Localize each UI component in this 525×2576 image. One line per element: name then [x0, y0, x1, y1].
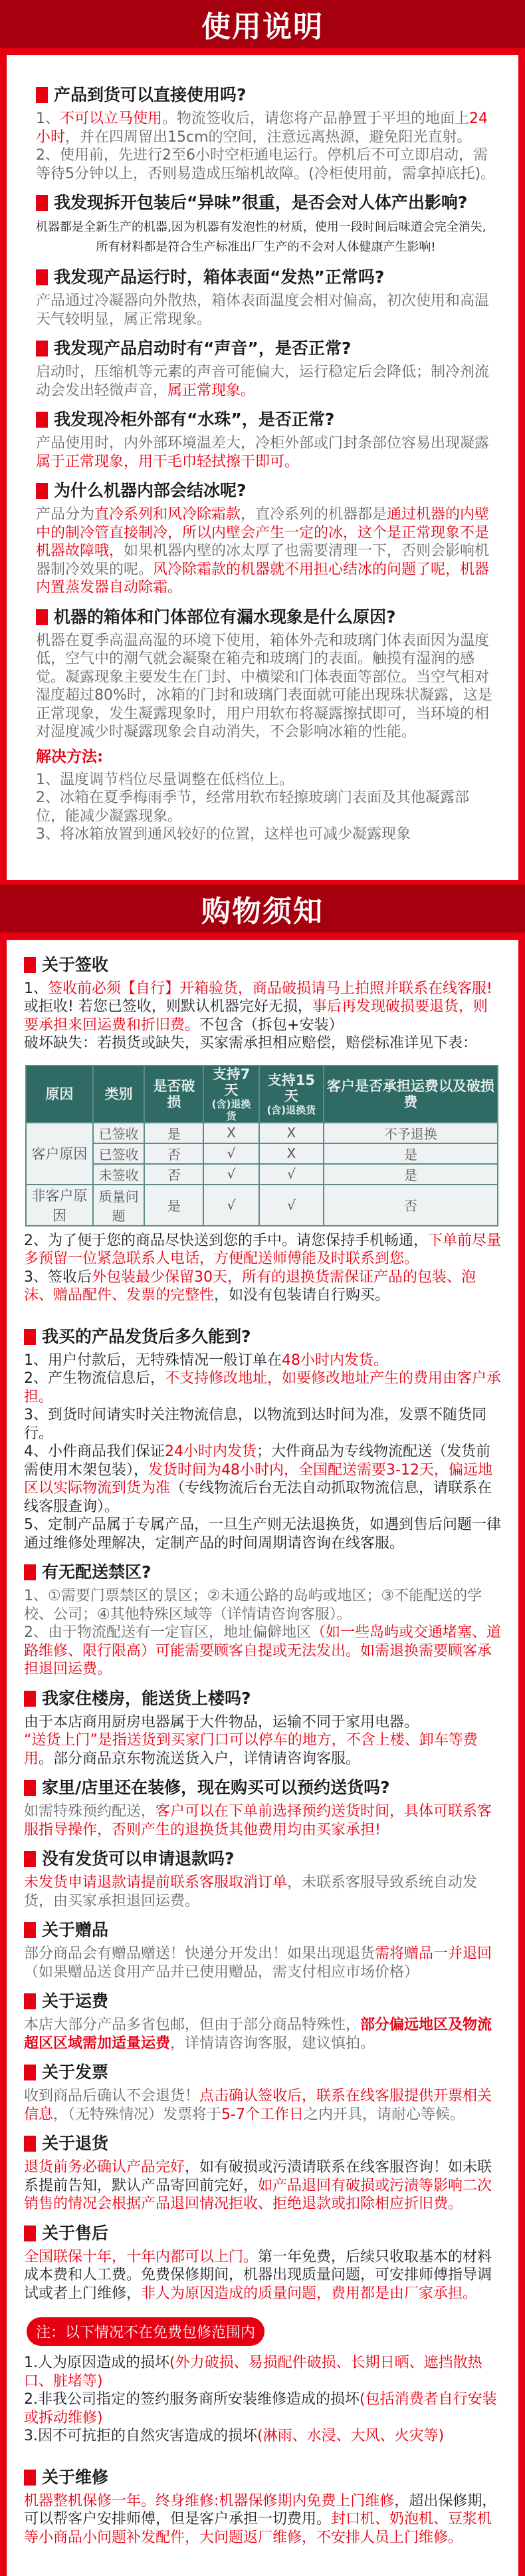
text-run: 之内开具，请耐心等候。 — [304, 2106, 465, 2123]
faq-item — [36, 480, 496, 597]
heading-text: 我发现产品启动时有“声音”，是否正常? — [54, 338, 351, 359]
square-bullet-icon — [24, 2136, 36, 2152]
text-run: 或拒收! 若您已签收，则默认机器完好无损， — [24, 998, 312, 1015]
spacer — [24, 2446, 501, 2458]
faq-item — [24, 1326, 501, 1553]
text-run: 第一年免费，后续只收取基本的材料成本费和人工费。免费保修期间，机器出现质量问题，可安排师傅指导调试或者上门维修， — [24, 2249, 492, 2302]
table-cell: √ — [203, 1185, 259, 1226]
text-run: 不包含（拆包+安装） — [199, 1017, 343, 1034]
content-panel — [7, 55, 518, 880]
text-run: 产品使用时，内外部环境温差大，冷柜外部或门封条部位容易出现凝露 — [36, 435, 489, 452]
square-bullet-icon — [24, 1564, 36, 1580]
text-run: 2、由于物流配送有一定盲区，地址偏僻地区 — [24, 1624, 311, 1641]
text-run: 3、将冰箱放置到通风较好的位置，这样也可减少凝露现象 — [36, 826, 411, 843]
faq-heading — [24, 1848, 501, 1870]
highlight-text-run: 24小时 — [36, 110, 488, 146]
faq-item — [36, 192, 496, 257]
table-header-cell — [26, 1066, 93, 1123]
text-run: （如果赠品送食用产品并已使用赠品，需支付相应市场价格） — [24, 1964, 419, 1981]
text-run: 2.非我公司指定的签约服务商所安装维修造成的损坏 — [24, 2391, 360, 2408]
paragraph — [24, 2158, 501, 2214]
square-bullet-icon — [24, 2065, 36, 2080]
highlight-text-run: （如一些岛屿或交通堵塞、道路维修、限行限高）可能需要顾客自提或无法发出。如需退换需要顾客承担退回运费。 — [24, 1624, 501, 1677]
highlight-text-run: 部分偏远地区及物流超区区域需加适量运费 — [24, 2017, 492, 2052]
highlight-text-run: (淋雨、水浸、大风、火灾等) — [257, 2428, 444, 2444]
square-bullet-icon — [36, 341, 48, 357]
text-run: 收到商品后确认不会退货！ — [24, 2088, 199, 2104]
table-header-cell — [144, 1066, 203, 1123]
section-2 — [0, 880, 525, 2576]
square-bullet-icon — [36, 483, 48, 499]
heading-text: 我发现产品运行时，箱体表面“发热”正常吗? — [54, 267, 384, 288]
text-run: ，直冷系列的机器都是 — [241, 506, 387, 523]
faq-heading — [24, 1326, 501, 1348]
faq-heading — [24, 2062, 501, 2083]
faq-heading — [24, 1562, 501, 1583]
table-cell: X — [259, 1123, 324, 1143]
square-bullet-icon — [24, 2470, 36, 2486]
faq-heading — [24, 2133, 501, 2154]
square-bullet-icon — [24, 1922, 36, 1938]
paragraph — [24, 2390, 501, 2427]
text-run: ，如没有包装请自行购买。 — [214, 1287, 389, 1304]
faq-heading — [36, 267, 496, 288]
paragraph — [24, 1945, 501, 1981]
text-run: 5、定制产品属于专属产品，一旦生产则无法退换货，如遇到售后问题一律通过维修处理解决，定制产品的时间周期请咨询在线客服。 — [24, 1516, 501, 1552]
table-cell: X — [259, 1143, 324, 1164]
reason-cell: 客户原因 — [26, 1123, 93, 1185]
highlight-text-run: 封口机、奶泡机、豆浆机等小商品小问题补发配件，大问题返厂维修，不安排人员上门维修。 — [24, 2511, 492, 2546]
text-run: 1.人为原因造成的损坏 — [24, 2355, 169, 2371]
table-cell: √ — [203, 1143, 259, 1164]
paragraph — [24, 2492, 501, 2547]
paragraph — [36, 363, 496, 400]
faq-item — [24, 1920, 501, 1981]
faq-item — [24, 1991, 501, 2053]
highlight-text-run: “送货上门”是指送货到买家门口可以停车的地方，不含上楼、卸车等费用 — [24, 1732, 478, 1767]
table-cell: √ — [259, 1164, 324, 1185]
faq-heading — [36, 480, 496, 501]
faq-heading — [24, 2223, 501, 2244]
square-bullet-icon — [24, 1780, 36, 1796]
text-run: 破坏缺失：若损货或缺失，买家需承担相应赔偿，赔偿标准详见下表： — [24, 1035, 477, 1052]
table-cell: 已签收 — [93, 1143, 145, 1164]
section-1 — [0, 0, 525, 880]
text-run: 2、冰箱在夏季梅雨季节，经常用软布轻擦玻璃门表面及其他凝露部位，能减少凝露现象。 — [36, 789, 469, 825]
square-bullet-icon — [24, 1329, 36, 1345]
paragraph — [24, 2016, 501, 2053]
highlight-text-run: (外力破损、易损配件破损、长期日晒、遮挡散热口、脏堵等) — [24, 2355, 482, 2390]
text-run: 1、温度调节档位尽量调整在低档位上。 — [36, 772, 294, 788]
paragraph — [36, 771, 496, 789]
faq-item — [36, 267, 496, 329]
paragraph — [36, 237, 496, 257]
compensation-table — [25, 1065, 498, 1226]
table-cell: 是 — [324, 1164, 498, 1185]
note-badge: 注：以下情况不在免费包修范围内 — [27, 2317, 264, 2346]
text-run: 机器都是全新生产的机器,因为机器有发泡性的材质，使用一段时间后味道会完全消失, — [36, 220, 486, 234]
highlight-text-run: 如产品退回有破损或污渍等影响二次销售的情况会根据产品退回情况拒收、拒绝退款或扣除相应折旧费。 — [24, 2178, 492, 2213]
faq-item — [36, 338, 496, 400]
heading-text: 机器的箱体和门体部位有漏水现象是什么原因? — [54, 607, 396, 628]
paragraph — [24, 1516, 501, 1552]
table-cell: 否 — [324, 1185, 498, 1226]
table-cell: 否 — [144, 1143, 203, 1164]
table-cell: 质量问题 — [93, 1185, 145, 1226]
table-cell: X — [203, 1123, 259, 1143]
heading-text: 关于签收 — [42, 954, 108, 976]
text-run: 3、签收后 — [24, 1269, 92, 1286]
heading-text: 关于赠品 — [42, 1920, 108, 1941]
highlight-text-run: 48小时内发货。 — [282, 1352, 388, 1369]
highlight-text-run: 机器整机保修一年。终身维修:机器保修期内免费上门维修 — [24, 2493, 394, 2509]
text-run: 产品通过冷凝器向外散热，箱体表面温度会相对偏高，初次使用和高温天气较明显，属正常现象。 — [36, 293, 489, 328]
heading-text: 我发现冷柜外部有“水珠”，是否正常? — [54, 409, 334, 430]
highlight-text-run: 需将赠品一并退回 — [375, 1945, 492, 1962]
header-sub: (含)退换货 — [262, 1104, 320, 1116]
paragraph — [24, 1232, 501, 1268]
header-main: 是否破损 — [153, 1078, 195, 1110]
square-bullet-icon — [36, 269, 48, 285]
text-run: 2、为了便于您的商品尽快送到您的手中。请您保持手机畅通， — [24, 1232, 428, 1249]
table-header-cell — [324, 1066, 498, 1123]
faq-heading — [24, 1991, 501, 2012]
faq-heading — [24, 2467, 501, 2488]
text-run: ，详情请咨询客服，建议慎拍。 — [170, 2035, 375, 2052]
paragraph — [36, 632, 496, 742]
text-run: 4、小件商品我们保证 — [24, 1443, 165, 1460]
table-cell: 不予退换 — [324, 1123, 498, 1143]
highlight-text-run: 直冷系列和风冷除霜款 — [94, 506, 241, 523]
heading-text: 我家住楼房，能送货上楼吗? — [42, 1688, 251, 1709]
highlight-text-run: 签收前必须【自行】开箱验货，商品破损请马上拍照并联系在线客服! — [48, 980, 492, 997]
highlight-text-run: 非人为原因造成的质量问题，费用都是由厂家承担。 — [141, 2285, 477, 2302]
content-panel — [7, 940, 518, 2576]
highlight-text-run: 退货前务必确认产品完好 — [24, 2159, 185, 2176]
paragraph — [36, 146, 496, 183]
table-row — [26, 1164, 498, 1185]
text-run: ，（无特殊情况）发票将于 — [53, 2106, 221, 2123]
heading-text: 关于运费 — [42, 1991, 108, 2012]
paragraph — [36, 825, 496, 844]
text-run: 1、 — [24, 980, 48, 997]
faq-item — [24, 2062, 501, 2124]
paragraph — [24, 1406, 501, 1443]
section-title: 购物须知 — [201, 887, 324, 930]
square-bullet-icon — [36, 195, 48, 211]
table-cell: √ — [203, 1164, 259, 1185]
heading-text: 关于维修 — [42, 2467, 108, 2488]
faq-item — [24, 954, 501, 1317]
faq-heading — [24, 1777, 501, 1798]
faq-item — [36, 607, 496, 844]
text-run: 本店大部分产品多省包邮，但由于部分商品特殊性， — [24, 2017, 360, 2033]
text-run: 3.因不可抗拒的自然灾害造成的损坏 — [24, 2428, 257, 2444]
table-row — [26, 1185, 498, 1226]
text-run: 1、①需要门票禁区的景区；②未通公路的岛屿或地区；③不能配送的学校、公司；④其他特殊区域等（详情请咨询客服）。 — [24, 1588, 482, 1623]
table-cell: 是 — [324, 1143, 498, 1164]
heading-text: 关于发票 — [42, 2062, 108, 2083]
table-cell: 是 — [144, 1185, 203, 1226]
faq-heading — [24, 1688, 501, 1709]
square-bullet-icon — [24, 2225, 36, 2241]
heading-text: 没有发货可以申请退款吗? — [42, 1848, 235, 1870]
faq-item — [24, 1688, 501, 1769]
highlight-text-run: 属正常现象。 — [167, 382, 255, 399]
text-run: ，如有破损或污渍请联系在线客服咨询！如未联系提前告知，默认产品寄回前完好， — [24, 2159, 492, 2194]
table-cell: 未签收 — [93, 1164, 145, 1185]
heading-text: 我买的产品发货后多久能到? — [42, 1326, 251, 1348]
highlight-text-run: 外包装最少保留30天，所有的退换货需保证产品的包装、泡沫、赠品配件、发票的完整性 — [24, 1269, 476, 1304]
paragraph — [36, 505, 496, 597]
heading-text: 有无配送禁区? — [42, 1562, 152, 1583]
header-main: 支持7天 — [213, 1066, 251, 1098]
faq-heading — [36, 338, 496, 359]
text-run: 如需特殊预约配送， — [24, 1803, 156, 1820]
paragraph — [36, 292, 496, 329]
text-run: 部分商品会有赠品赠送！快递分开发出！如果出现退货 — [24, 1945, 375, 1962]
paragraph — [24, 1369, 501, 1406]
paragraph — [24, 1802, 501, 1839]
text-run: ，超出保修期，可以帮客户安排师傅，但是客户承担一切费用。 — [24, 2493, 496, 2528]
text-run: 启动时，压缩机等元素的声音可能偏大，运行稳定后会降低；制冷剂流动会发出轻微声音， — [36, 364, 489, 399]
text-run: （专线物流后台无法自动抓取物流信息，请联系在线客服查询）。 — [24, 1480, 492, 1515]
highlight-text-run: 未发货申请退款请提前联系客服取消订单 — [24, 1874, 287, 1891]
highlight-text-run: 24小时内发货 — [165, 1443, 257, 1460]
paragraph — [36, 217, 496, 237]
text-run: ，未联系客服导致系统自动发货，由买家承担退回运费。 — [24, 1874, 477, 1910]
paragraph — [24, 2248, 501, 2303]
text-run: 1、 — [36, 110, 60, 127]
faq-heading — [24, 954, 501, 976]
paragraph — [24, 1034, 501, 1053]
text-run: 1、用户付款后，无特殊情况一般订单在 — [24, 1352, 282, 1369]
faq-item — [36, 84, 496, 183]
highlight-text-run: 通过机器的内壁中的制冷管直接制冷，所以内壁会产生一定的冰，这个是正常现象不是机器故障哦， — [36, 506, 489, 559]
heading-text: 产品到货可以直接使用吗? — [54, 84, 247, 106]
heading-text: 关于退货 — [42, 2133, 108, 2154]
highlight-text-run: 不可以立马使用 — [60, 110, 162, 127]
highlight-text-run: 点击确认签收后，联系在线客服提供开票相关信息 — [24, 2088, 492, 2123]
faq-item — [24, 2223, 501, 2458]
highlight-text-run: 事后再发现破损要退货，则要承担来回运费和折旧费。 — [24, 998, 488, 1034]
heading-text: 我发现拆开包装后“异味”很重，是否会对人体产出影响? — [54, 192, 467, 214]
faq-item — [24, 1562, 501, 1679]
table-row — [26, 1143, 498, 1164]
faq-item — [24, 1777, 501, 1839]
square-bullet-icon — [36, 87, 48, 103]
heading-text: 家里/店里还在装修，现在购买可以预约送货吗? — [42, 1777, 390, 1798]
table-header-row — [26, 1066, 498, 1123]
heading-text: 关于售后 — [42, 2223, 108, 2244]
text-run: 。物流签收后，请您将产品静置于平坦的地面上 — [162, 110, 469, 127]
text-run: 2、产生物流信息后， — [24, 1370, 165, 1387]
table-header-cell — [203, 1066, 259, 1123]
highlight-text-run: 5-7个工作日 — [221, 2106, 304, 2123]
square-bullet-icon — [24, 1691, 36, 1707]
text-run: 产品分为 — [36, 506, 94, 523]
highlight-text-run: 全国联保十年，十年内都可以上门。 — [24, 2249, 258, 2265]
table-cell: 是 — [144, 1123, 203, 1143]
highlight-text-run: 发货时间为48小时内，全国配送需要3-12天，偏远地区以实际物流到货为准 — [24, 1462, 492, 1497]
text-run: ，并在四周留出15cm的空间，注意远离热源，避免阳光直射。 — [65, 129, 472, 146]
paragraph — [24, 1443, 501, 1516]
section-title: 使用说明 — [201, 3, 324, 45]
heading-text: 为什么机器内部会结冰呢? — [54, 480, 247, 501]
paragraph — [24, 1874, 501, 1910]
section-header — [0, 885, 525, 932]
paragraph — [24, 1713, 501, 1732]
text-run: 由于本店商用厨房电器属于大件物品，运输不同于家用电器。 — [24, 1714, 419, 1731]
table-cell: 已签收 — [93, 1123, 145, 1143]
table-cell: √ — [259, 1185, 324, 1226]
paragraph — [36, 434, 496, 471]
faq-item — [24, 1848, 501, 1910]
text-run: 所有材料都是符合生产标准出厂生产的不会对人体健康产生影响! — [96, 240, 435, 254]
faq-heading — [24, 1920, 501, 1941]
highlight-text-run: 下单前尽量多预留一位紧急联系人电话，方便配送师傅能及时联系到您。 — [24, 1232, 501, 1268]
header-main: 支持15天 — [268, 1072, 315, 1104]
paragraph — [24, 2427, 501, 2446]
text-run: 2、使用前，先进行2至6小时空柜通电运行。停机后不可立即启动，需等待5分钟以上，否则易造成压缩机故障。(冷柜使用前，需拿掉底托)。 — [36, 147, 495, 182]
square-bullet-icon — [24, 1851, 36, 1867]
spacer — [24, 1305, 501, 1317]
header-main: 类别 — [105, 1086, 133, 1102]
table-header-cell — [93, 1066, 145, 1123]
text-run: 机器在夏季高温高湿的环境下使用，箱体外壳和玻璃门体表面因为温度低，空气中的潮气就会凝聚在箱壳和玻璃门的表面。触摸有湿润的感觉。凝露现象主要发生在门封、中横梁和门体表面等部位。当空气相对湿度超过80%时，冰箱的门封和玻璃门表面就可能出现珠状凝露，这是正常现象，发生凝露现象时，用户用软布将凝露擦拭即可，当环境的相对湿度减少时凝露现象会自动消失，不会影响冰箱的性能。 — [36, 633, 492, 741]
paragraph — [24, 2354, 501, 2390]
text-run: ；大件商品为专线物流配送（发货前需使用木架包装）， — [24, 1443, 490, 1479]
faq-item — [24, 2133, 501, 2214]
square-bullet-icon — [24, 957, 36, 973]
paragraph — [24, 1587, 501, 1624]
faq-heading — [36, 607, 496, 628]
header-sub: (含)退换货 — [207, 1098, 256, 1122]
text-run: 如果机器内壁的冰太厚了也需要清理一下，否则会影响机器制冷效果的呢。 — [36, 543, 489, 578]
header-main: 客户是否承担运费以及破损费 — [327, 1078, 494, 1110]
faq-heading — [36, 192, 496, 214]
square-bullet-icon — [24, 1993, 36, 2009]
faq-item — [24, 2467, 501, 2547]
paragraph — [24, 1352, 501, 1370]
text-run: 3、到货时间请实时关注物流信息，以物流到达时间为准，发票不随货同行。 — [24, 1407, 486, 1442]
paragraph — [24, 2087, 501, 2124]
solution-label: 解决方法: — [36, 747, 496, 767]
faq-item — [36, 409, 496, 471]
reason-cell: 非客户原因 — [26, 1185, 93, 1226]
paragraph — [24, 1731, 501, 1768]
highlight-text-run: 不支持修改地址，如要修改地址产生的费用由客户承担。 — [24, 1370, 501, 1405]
header-main: 原因 — [45, 1086, 73, 1102]
faq-heading — [36, 409, 496, 430]
paragraph — [24, 1624, 501, 1679]
faq-heading — [36, 84, 496, 106]
table-header-cell — [259, 1066, 324, 1123]
highlight-text-run: 风冷除霜款的机器就不用担心结冰的问题了呢，机器内置蒸发器自动除霜。 — [36, 561, 489, 597]
paragraph — [24, 1268, 501, 1305]
square-bullet-icon — [36, 609, 48, 625]
highlight-text-run: 客户可以在下单前选择预约送货时间，具体可联系客服指导操作，否则产生的退换货其他费用均由买家承担! — [24, 1803, 492, 1838]
table-cell: 否 — [144, 1164, 203, 1185]
paragraph — [36, 110, 496, 146]
highlight-text-run: 属于正常现象，用干毛巾轻拭擦干即可。 — [36, 454, 299, 470]
paragraph — [36, 789, 496, 825]
paragraph — [24, 980, 501, 1035]
highlight-text-run: (包括消费者自行安装或拆动维修) — [24, 2391, 497, 2426]
square-bullet-icon — [36, 412, 48, 428]
text-run: 。部分商品京东物流送货入户，详情请咨询客服。 — [39, 1751, 360, 1767]
table-row — [26, 1123, 498, 1143]
section-header — [0, 0, 525, 48]
